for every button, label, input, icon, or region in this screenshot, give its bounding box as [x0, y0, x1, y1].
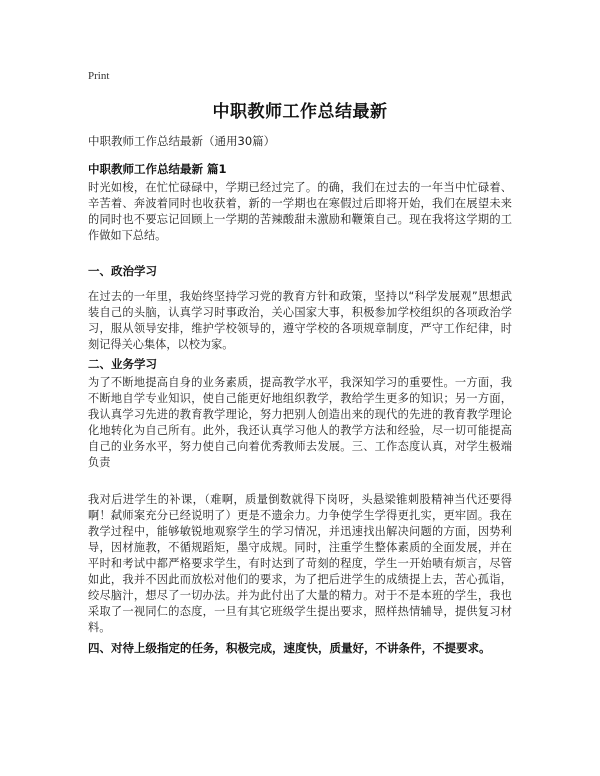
section-heading-professional-study: 二、业务学习 — [88, 357, 157, 371]
print-label[interactable]: Print — [88, 70, 110, 82]
tutoring-paragraph: 我对后进学生的补课，（难啊，质量倒数就得下岗呀，头悬梁锥刺股精神当代还要得啊！弑师案充分已经说明了）更是不遗余力。力争使学生学得更扎实，更牢固。我在教学过程中，能够敏锐地观察学生的学习情况，并迅速找出解决问题的方面，因势利导，因材施教，不循规蹈矩，墨守成规。同时，注重学生整体素质的全面发展，并在平时和考试中都严格要求学生，有时达到了苛刻的程度，学生一开始啧有烦言，尽管如此，我并不因此而放松对他们的要求，为了把后进学生的成绩提上去，苦心孤诣，绞尽脑汁，想尽了一切办法。并为此付出了大量的精力。对于不是本班的学生，我也采取了一视同仁的态度，一旦有其它班级学生提出要求，照样热情辅导，提供复习材料。 — [88, 493, 512, 634]
page-title: 中职教师工作总结最新 — [212, 102, 388, 122]
intro-paragraph: 时光如梭，在忙忙碌碌中，学期已经过完了。的确，我们在过去的一年当中忙碌着、辛苦着、奔波着同时也收获着，新的一学期也在寒假过后即将开始，我们在展望未来的同时也不要忘记回顾上一学期的苦辣酸甜未激励和鞭策自己。现在我将这学期的工作做如下总结。 — [88, 181, 512, 242]
section-heading-political-study: 一、政治学习 — [88, 264, 157, 278]
professional-study-paragraph: 为了不断地提高自身的业务素质，提高教学水平，我深知学习的重要性。一方面，我不断地自学专业知识，使自己能更好地组织教学，教给学生更多的知识；另一方面，我认真学习先进的教育教学理论，努力把别人创造出来的现代的先进的教育教学理论化地转化为自己所有。此外，我还认真学习他人的教学方法和经验，尽一切可能提高自己的业务水平，努力使自己向着优秀教师去发展。三、工作态度认真，对学生极端负责 — [88, 376, 512, 469]
document-subtitle: 中职教师工作总结最新（通用30篇） — [88, 134, 276, 148]
political-study-paragraph: 在过去的一年里，我始终坚持学习党的教育方针和政策，坚持以“科学发展观”思想武装自己的头脑，认真学习时事政治，关心国家大事，积极参加学校组织的各项政治学习，服从领导安排，维护学校领导的，遵守学校的各项规章制度，严守工作纪律，时刻记得关心集体，以校为家。 — [88, 290, 512, 351]
section-heading-pian1: 中职教师工作总结最新 篇1 — [88, 162, 227, 176]
section-heading-assigned-tasks: 四、对待上级指定的任务，积极完成，速度快，质量好，不讲条件，不提要求。 — [88, 641, 491, 655]
